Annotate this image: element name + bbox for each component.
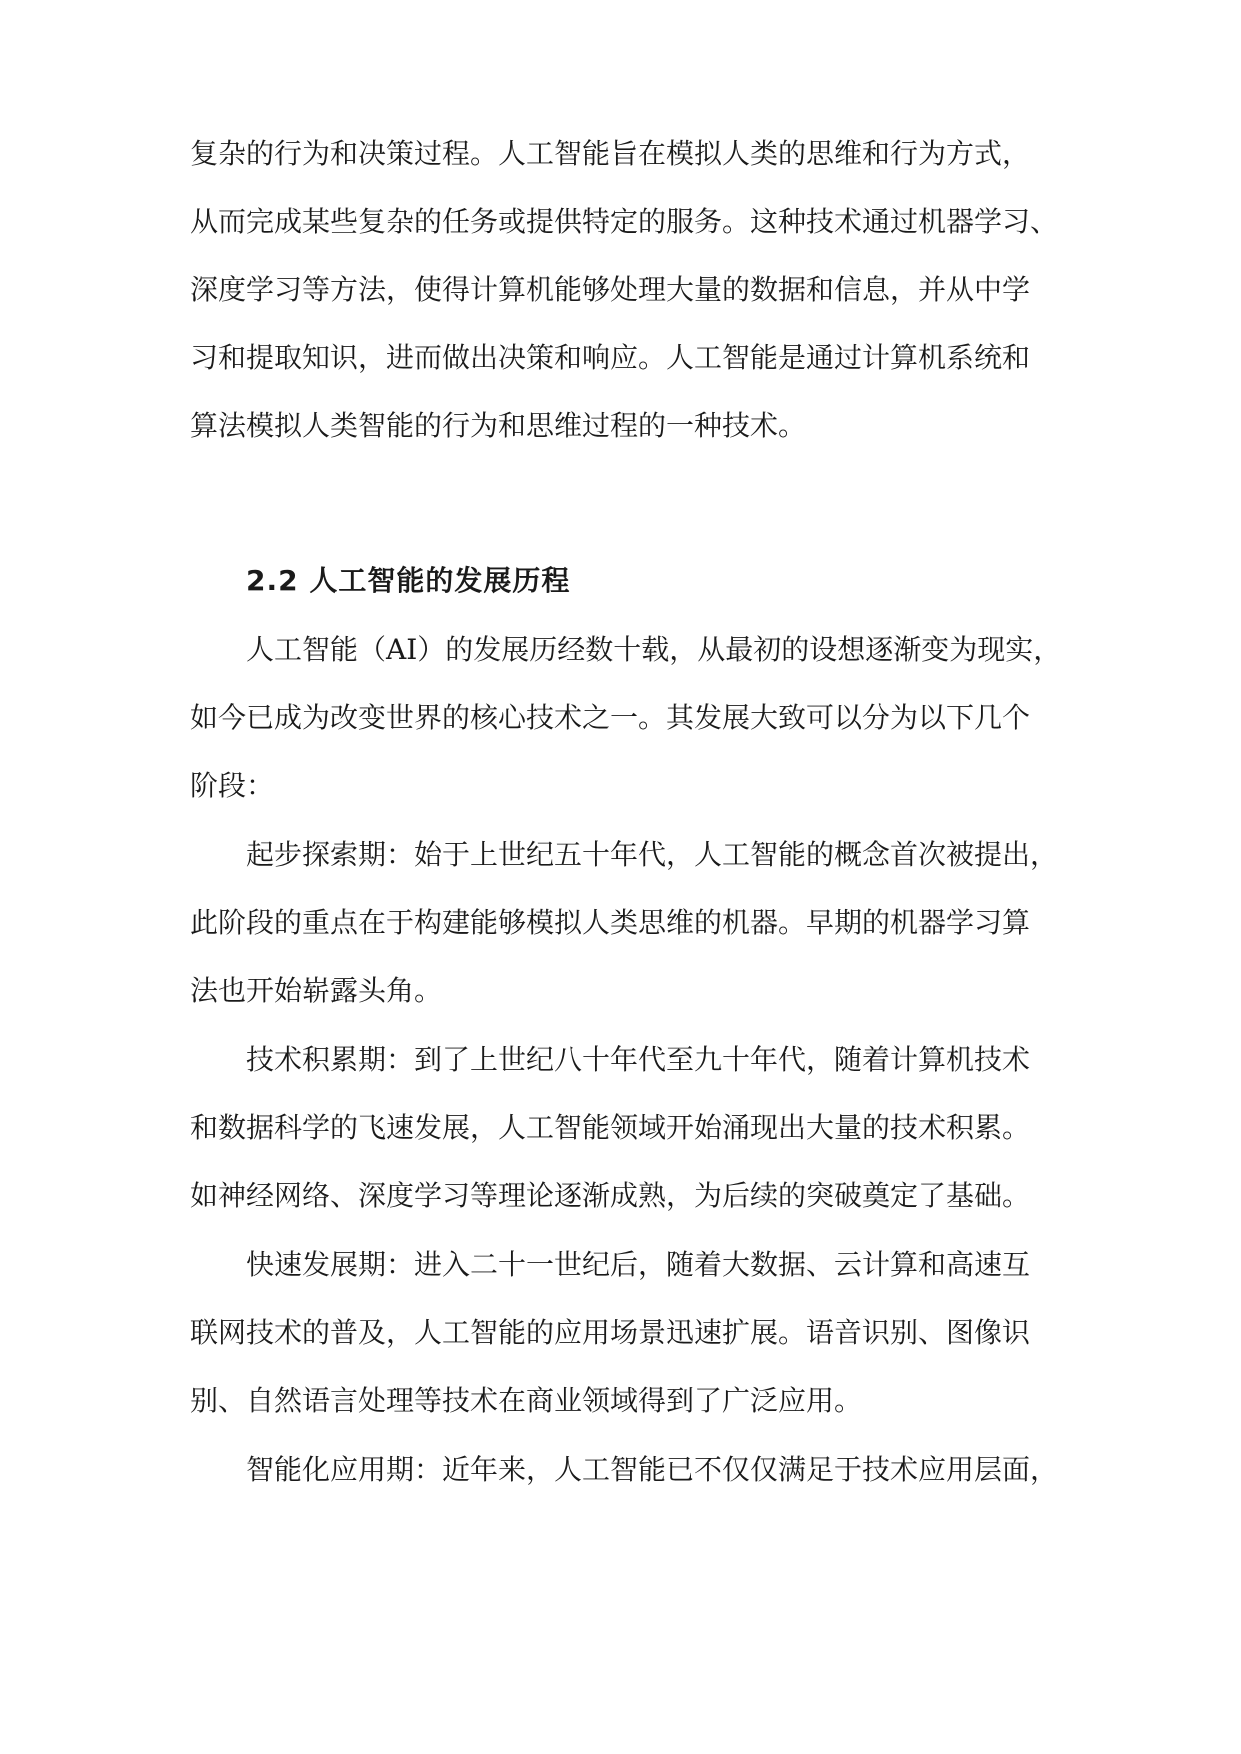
paragraph-line: 复杂的行为和决策过程。人工智能旨在模拟人类的思维和行为方式，	[190, 137, 1031, 170]
paragraph-line: 阶段：	[190, 769, 275, 802]
paragraph-line: 人工智能（AI）的发展历经数十载，从最初的设想逐渐变为现实，	[246, 633, 1062, 666]
paragraph-line: 深度学习等方法，使得计算机能够处理大量的数据和信息，并从中学	[190, 273, 1031, 306]
paragraph-line: 算法模拟人类智能的行为和思维过程的一种技术。	[190, 409, 807, 442]
paragraph-line: 别、自然语言处理等技术在商业领域得到了广泛应用。	[190, 1384, 863, 1417]
paragraph-line: 如今已成为改变世界的核心技术之一。其发展大致可以分为以下几个	[190, 701, 1031, 734]
paragraph-line: 如神经网络、深度学习等理论逐渐成熟，为后续的突破奠定了基础。	[190, 1179, 1031, 1212]
paragraph-line: 快速发展期：进入二十一世纪后，随着大数据、云计算和高速互	[246, 1248, 1031, 1281]
paragraph-line: 联网技术的普及，人工智能的应用场景迅速扩展。语音识别、图像识	[190, 1316, 1031, 1349]
paragraph-line: 此阶段的重点在于构建能够模拟人类思维的机器。早期的机器学习算	[190, 906, 1031, 939]
section-heading: 2.2 人工智能的发展历程	[246, 564, 571, 597]
paragraph-line: 法也开始崭露头角。	[190, 974, 443, 1007]
paragraph-line: 技术积累期：到了上世纪八十年代至九十年代，随着计算机技术	[246, 1043, 1031, 1076]
paragraph-line: 起步探索期：始于上世纪五十年代，人工智能的概念首次被提出，	[246, 838, 1059, 871]
paragraph-line: 习和提取知识，进而做出决策和响应。人工智能是通过计算机系统和	[190, 341, 1031, 374]
paragraph-line: 和数据科学的飞速发展，人工智能领域开始涌现出大量的技术积累。	[190, 1111, 1031, 1144]
paragraph-line: 智能化应用期：近年来，人工智能已不仅仅满足于技术应用层面，	[246, 1453, 1059, 1486]
paragraph-line: 从而完成某些复杂的任务或提供特定的服务。这种技术通过机器学习、	[190, 205, 1059, 238]
